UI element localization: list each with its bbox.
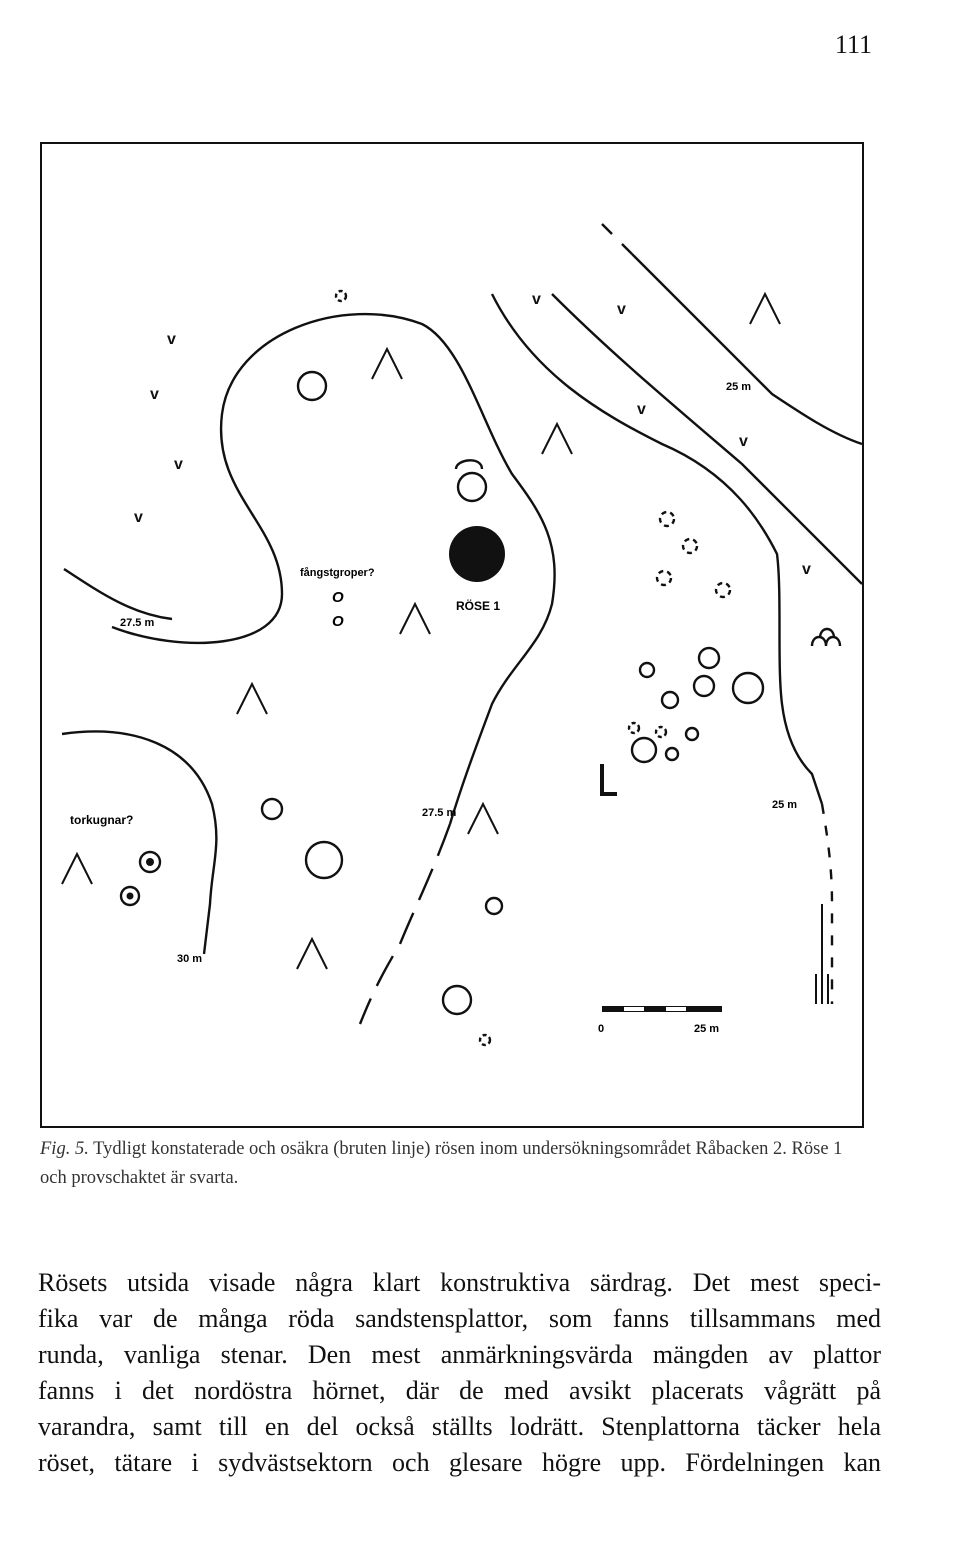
cairn-marker — [262, 799, 282, 819]
cairn-marker — [640, 663, 654, 677]
kiln-dot — [127, 893, 134, 900]
contour-line-ne-outer — [632, 254, 862, 444]
body-line: Rösets utsida visade några klart konstruktiva särdrag. Det mest speci- — [38, 1268, 881, 1297]
body-line: varandra, samt till en del också ställts lodrätt. Stenplattorna täcker hela — [38, 1412, 881, 1441]
body-line: röset, tätare i sydvästsektorn och glesare högre upp. Fördelningen kan — [38, 1448, 881, 1477]
hill-symbol — [468, 804, 498, 834]
rose-1-label: RÖSE 1 — [456, 599, 501, 613]
scale-end-label: 25 m — [694, 1023, 720, 1035]
cairn-marker — [666, 748, 678, 760]
cairn-marker — [306, 842, 342, 878]
figure-map — [40, 142, 864, 1128]
uncertain-cairn-marker — [480, 1035, 490, 1045]
page-number: 111 — [834, 30, 872, 59]
cairn-marker — [733, 673, 763, 703]
north-arrow — [816, 904, 828, 1004]
uncertain-cairn-marker — [629, 723, 639, 733]
tree-symbol: v — [617, 301, 626, 318]
uncertain-cairn-marker — [336, 291, 346, 301]
contour-label-27-5-center: 27.5 m — [422, 807, 457, 819]
cairn-marker — [458, 473, 486, 501]
tree-symbol: v — [134, 509, 143, 526]
tree-symbol: v — [637, 401, 646, 418]
scale-bar — [602, 1006, 722, 1012]
cairn-marker — [694, 676, 714, 696]
cairn-marker — [686, 728, 698, 740]
contour-line-nw — [64, 569, 172, 619]
hill-symbol — [62, 854, 92, 884]
rose-1-marker — [449, 526, 505, 582]
arc-marker — [812, 629, 840, 646]
contour-line-ne-top — [602, 224, 632, 254]
kiln-dot — [146, 858, 154, 866]
o-mark: O — [332, 613, 344, 630]
contour-label-30: 30 m — [177, 953, 203, 965]
cairn-marker — [662, 692, 678, 708]
figure-caption-label: Fig. 5. — [40, 1139, 89, 1159]
contour-label-25-ne: 25 m — [726, 381, 752, 393]
cairn-marker — [699, 648, 719, 668]
tree-symbol: v — [532, 291, 541, 308]
double-ring-marker — [456, 460, 482, 469]
body-line: fanns i det nordöstra hörnet, där de med avsikt placerats vågrätt på — [38, 1376, 881, 1405]
hill-symbol — [237, 684, 267, 714]
uncertain-cairn-marker — [656, 727, 666, 737]
scale-start-label: 0 — [598, 1023, 605, 1035]
hill-symbol — [372, 349, 402, 379]
cairn-marker — [443, 986, 471, 1014]
hill-symbol — [297, 939, 327, 969]
cairn-marker — [486, 898, 502, 914]
cairn-marker — [298, 372, 326, 400]
uncertain-cairn-marker — [716, 583, 730, 597]
fangstgroper-label: fångstgroper? — [300, 567, 375, 579]
trench-marker — [602, 764, 617, 794]
body-line: fika var de många röda sandstensplattor, som fanns tillsammans med — [38, 1304, 881, 1333]
contour-label-27-5-west: 27.5 m — [120, 617, 155, 629]
tree-symbol: v — [174, 456, 183, 473]
hill-symbol — [750, 294, 780, 324]
hill-symbol — [542, 424, 572, 454]
contour-label-25-e: 25 m — [772, 799, 798, 811]
body-line: runda, vanliga stenar. Den mest anmärkningsvärda mängden av plattor — [38, 1340, 881, 1369]
site-map — [42, 144, 866, 1130]
body-paragraph — [38, 1265, 881, 1481]
contour-line-ne-inner — [492, 294, 822, 804]
tree-symbol: v — [802, 561, 811, 578]
tree-symbol: v — [167, 331, 176, 348]
uncertain-cairn-marker — [683, 539, 697, 553]
figure-caption-text: Tydligt konstaterade och osäkra (bruten linje) rösen inom undersökningsområdet Råbacken 2. Röse 1 och provschaktet är svarta. — [40, 1139, 843, 1188]
contour-line-central-dashed — [360, 824, 450, 1024]
tree-symbol: v — [150, 386, 159, 403]
uncertain-cairn-marker — [660, 512, 674, 526]
figure-caption — [40, 1135, 870, 1193]
torkugnar-label: torkugnar? — [70, 813, 134, 827]
o-mark: O — [332, 589, 344, 606]
tree-symbol: v — [739, 433, 748, 450]
uncertain-cairn-marker — [657, 571, 671, 585]
contour-line-west — [62, 732, 216, 954]
contour-line-ne-middle — [552, 294, 862, 584]
cairn-marker — [632, 738, 656, 762]
hill-symbol — [400, 604, 430, 634]
